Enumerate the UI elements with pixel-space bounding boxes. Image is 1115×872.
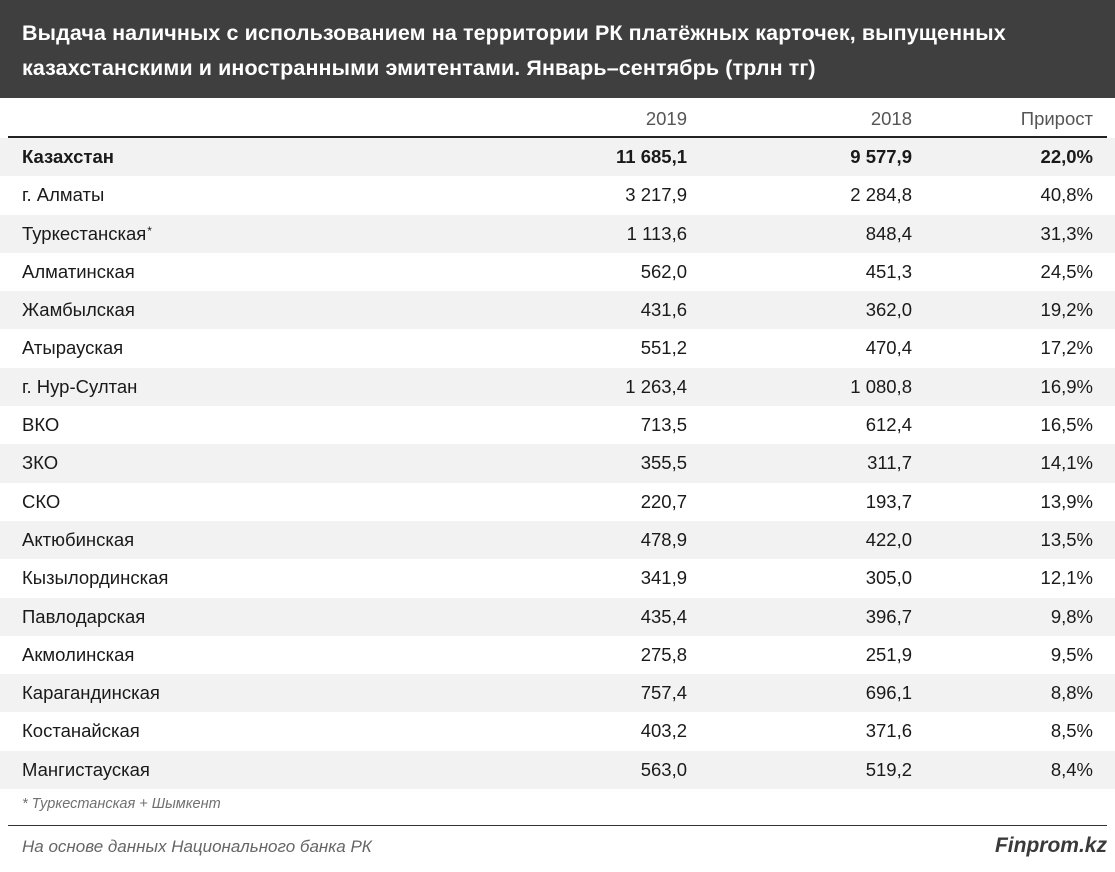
value-2019-cell: 1 263,4	[625, 375, 687, 397]
region-name: г. Нур-Султан	[22, 375, 138, 397]
value-2018-cell: 311,7	[867, 452, 912, 474]
value-2019-cell: 757,4	[640, 682, 687, 704]
table-row	[0, 674, 1115, 712]
table-row	[0, 712, 1115, 750]
region-name: СКО	[22, 490, 61, 512]
growth-cell: 19,2%	[1040, 299, 1093, 321]
value-2018-cell: 470,4	[865, 337, 912, 359]
data-table	[0, 98, 1115, 789]
value-2019-cell: 431,6	[640, 299, 687, 321]
value-2019-cell: 713,5	[640, 414, 687, 436]
growth-cell: 8,4%	[1050, 758, 1093, 780]
region-name: Мангистауская	[22, 758, 150, 780]
value-2018-cell: 422,0	[865, 528, 912, 550]
region-cell	[22, 215, 152, 253]
region-cell	[22, 444, 58, 482]
region-name: Акмолинская	[22, 643, 135, 665]
region-name: Костанайская	[22, 720, 140, 742]
value-2019-cell: 355,5	[640, 452, 687, 474]
value-2019-cell: 435,4	[640, 605, 687, 627]
region-cell	[22, 751, 150, 789]
value-2018-cell: 848,4	[865, 222, 912, 244]
value-2018-cell: 362,0	[865, 299, 912, 321]
region-name: Карагандинская	[22, 682, 160, 704]
growth-cell: 24,5%	[1040, 260, 1093, 282]
region-name: Алматинская	[22, 260, 135, 282]
value-2018-cell: 251,9	[865, 643, 912, 665]
value-2018-cell: 451,3	[865, 260, 912, 282]
value-2019-cell: 478,9	[640, 528, 687, 550]
region-cell	[22, 253, 135, 291]
region-cell	[22, 674, 160, 712]
region-cell	[22, 406, 59, 444]
growth-cell: 31,3%	[1040, 222, 1093, 244]
value-2018-cell: 2 284,8	[850, 184, 912, 206]
region-cell	[22, 559, 168, 597]
region-cell	[22, 138, 114, 176]
table-header-row	[0, 98, 1115, 138]
header-2018: 2018	[870, 108, 912, 129]
header-2019: 2019	[645, 108, 687, 129]
region-cell	[22, 291, 135, 329]
growth-cell: 8,8%	[1050, 682, 1093, 704]
region-name: Туркестанская	[22, 222, 147, 244]
value-2019-cell: 341,9	[640, 567, 687, 589]
value-2019-cell: 563,0	[640, 758, 687, 780]
title-bar	[0, 0, 1115, 98]
region-name: ЗКО	[22, 452, 59, 474]
value-2019-cell: 403,2	[640, 720, 687, 742]
table-row	[0, 138, 1115, 176]
table-row	[0, 406, 1115, 444]
brand-logo: Finprom.kz	[994, 834, 1107, 857]
value-2019-cell: 275,8	[640, 643, 687, 665]
table-body	[0, 138, 1115, 789]
region-name: ВКО	[22, 414, 60, 436]
value-2018-cell: 371,6	[865, 720, 912, 742]
value-2018-cell: 519,2	[865, 758, 912, 780]
table-row	[0, 598, 1115, 636]
region-cell	[22, 636, 134, 674]
growth-cell: 22,0%	[1040, 146, 1093, 167]
region-name: Жамбылская	[22, 299, 135, 321]
table-row	[0, 215, 1115, 253]
table-row	[0, 751, 1115, 789]
value-2018-cell: 396,7	[865, 605, 912, 627]
growth-cell: 13,9%	[1040, 490, 1093, 512]
source-note: На основе данных Национального банка РК	[22, 837, 372, 856]
growth-cell: 16,5%	[1040, 414, 1093, 436]
region-name: Атырауская	[22, 337, 124, 359]
growth-cell: 17,2%	[1040, 337, 1093, 359]
region-name: Казахстан	[22, 146, 114, 167]
header-growth: Прирост	[1020, 108, 1093, 129]
growth-cell: 13,5%	[1040, 528, 1093, 550]
table-row	[0, 368, 1115, 406]
value-2019-cell: 1 113,6	[626, 222, 687, 244]
table-row	[0, 176, 1115, 214]
value-2019-cell: 220,7	[640, 490, 687, 512]
value-2018-cell: 193,7	[865, 490, 912, 512]
value-2019-cell: 11 685,1	[616, 146, 687, 167]
footnote: * Туркестанская + Шымкент	[22, 796, 221, 812]
table-row	[0, 636, 1115, 674]
table-row	[0, 253, 1115, 291]
region-cell	[22, 521, 134, 559]
growth-cell: 14,1%	[1040, 452, 1093, 474]
region-name: Кызылординская	[22, 567, 169, 589]
region-cell	[22, 176, 104, 214]
growth-cell: 9,8%	[1050, 605, 1093, 627]
value-2018-cell: 1 080,8	[850, 375, 912, 397]
value-2019-cell: 551,2	[640, 337, 687, 359]
footer-divider	[8, 825, 1107, 826]
table-row	[0, 483, 1115, 521]
region-cell	[22, 712, 140, 750]
region-name: Павлодарская	[22, 605, 146, 627]
value-2018-cell: 305,0	[865, 567, 912, 589]
region-cell	[22, 483, 60, 521]
table-row	[0, 444, 1115, 482]
value-2018-cell: 696,1	[865, 682, 912, 704]
region-cell	[22, 368, 137, 406]
footnote-marker: *	[147, 223, 152, 238]
growth-cell: 16,9%	[1040, 375, 1093, 397]
table-row	[0, 521, 1115, 559]
growth-cell: 40,8%	[1040, 184, 1093, 206]
value-2018-cell: 612,4	[865, 414, 912, 436]
growth-cell: 12,1%	[1040, 567, 1093, 589]
region-name: г. Алматы	[22, 184, 105, 206]
growth-cell: 9,5%	[1050, 643, 1093, 665]
table-row	[0, 559, 1115, 597]
table-title: Выдача наличных с использованием на территории РК платёжных карточек, выпущенных казахстанскими и иностранными эмитентами. Январь–сентябрь (трлн тг)	[22, 21, 1006, 80]
table-row	[0, 291, 1115, 329]
growth-cell: 8,5%	[1050, 720, 1093, 742]
region-name: Актюбинская	[22, 528, 135, 550]
region-cell	[22, 598, 145, 636]
value-2018-cell: 9 577,9	[850, 146, 912, 167]
value-2019-cell: 3 217,9	[625, 184, 687, 206]
value-2019-cell: 562,0	[640, 260, 687, 282]
region-cell	[22, 329, 123, 367]
table-row	[0, 329, 1115, 367]
